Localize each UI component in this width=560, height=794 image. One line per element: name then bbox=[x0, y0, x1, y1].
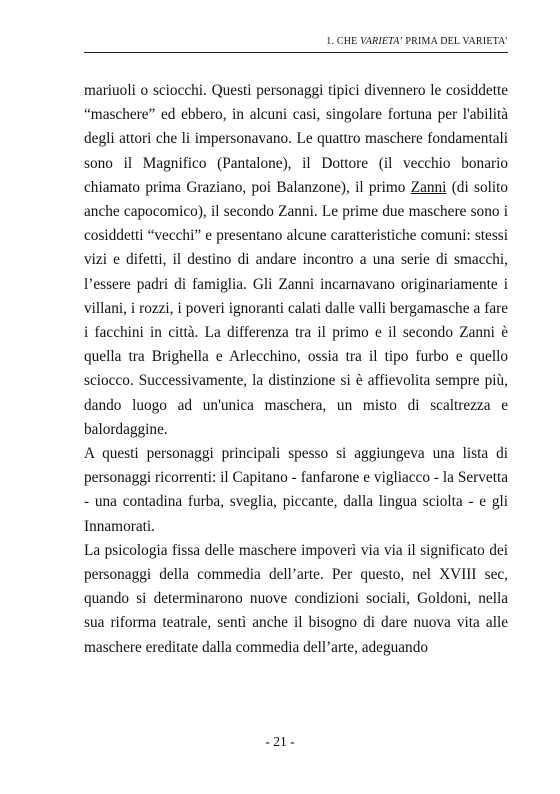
body-text bbox=[84, 79, 508, 660]
running-header-suffix: PRIMA DEL VARIETA’ bbox=[402, 36, 508, 47]
paragraph-1-text-before: mariuoli o sciocchi. Questi personaggi tipici divennero le cosiddette “maschere” ed ebbero, in alcuni casi, singolare fortuna per l'abilità degli attori che li impersonavano. Le quattro maschere fondamentali sono il Magnifico (Pantalone), il Dottore (il vecchio bonario chiamato prima Graziano, poi Balanzone), il primo bbox=[84, 82, 508, 196]
paragraph-3: La psicologia fissa delle maschere impoverì via via il significato dei personaggi della commedia dell’arte. Per questo, nel XVIII sec, quando si determinarono nuove condizioni sociali, Goldoni, nella sua riforma teatrale, sentì anche il bisogno di dare nuova vita alle maschere ereditate dalla commedia dell’arte, adeguando bbox=[84, 541, 508, 656]
running-header bbox=[326, 36, 508, 47]
paragraph-2: A questi personaggi principali spesso si aggiungeva una lista di personaggi ricorrenti: il Capitano - fanfarone e vigliacco - la Servetta - una contadina furba, sveglia, piccante, dalla lingua sciolta - e gli Innamorati. bbox=[84, 445, 508, 535]
running-header-prefix: 1. CHE bbox=[326, 36, 361, 47]
underlined-word: Zanni bbox=[410, 178, 447, 196]
running-header-italic: VARIETA’ bbox=[360, 36, 403, 47]
page-number: - 21 - bbox=[265, 734, 295, 749]
paragraph-1-text-after: (di solito anche capocomico), il secondo Zanni. Le prime due maschere sono i cosiddetti “vecchi” e presentano alcune caratteristiche comuni: stessi vizi e difetti, il destino di andare incontro a una serie di smacchi, l’essere padri di famiglia. Gli Zanni incarnavano originariamente i villani, i rozzi, i poveri ignoranti calati dalle valli bergamasche a fare i facchini in città. La differenza tra il primo e il secondo Zanni è quella tra Brighella e Arlecchino, ossia tra il tipo furbo e quello sciocco. Successivamente, la distinzione si è affievolita sempre più, dando luogo ad un'unica maschera, un misto di scaltrezza e balordaggine. bbox=[84, 178, 508, 438]
header-rule bbox=[84, 52, 508, 53]
paragraph-1 bbox=[84, 79, 508, 442]
